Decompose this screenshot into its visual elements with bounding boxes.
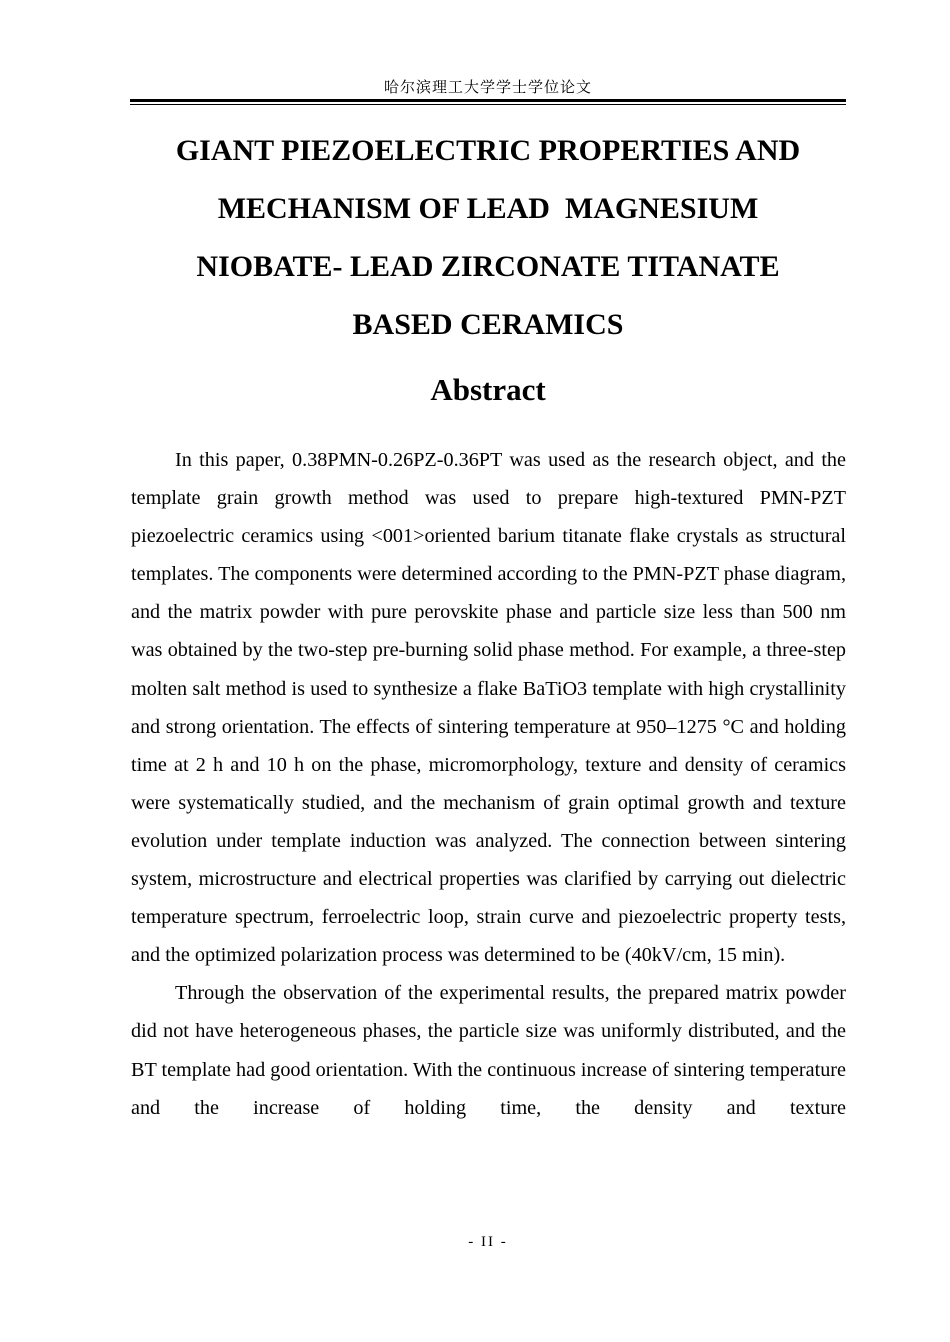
abstract-heading: Abstract xyxy=(430,372,546,407)
header-rule-thick xyxy=(130,99,846,102)
page-number: - II - xyxy=(468,1234,508,1250)
abstract-paragraph-2: Through the observation of the experimental results, the prepared matrix powder did not have heterogeneous phases, the particle size was uniformly distributed, and the BT template had good orientation. With the continuous increase of sintering temperature and the increase of holding time, the density and texture xyxy=(131,982,846,1119)
abstract-body xyxy=(131,441,846,1127)
title-line-3: NIOBATE- LEAD ZIRCONATE TITANATE xyxy=(196,250,780,283)
running-header: 哈尔滨理工大学学士学位论文 xyxy=(383,80,592,96)
thesis-title xyxy=(130,122,846,354)
title-line-4: BASED CERAMICS xyxy=(352,308,624,341)
header-rule-thin xyxy=(130,104,846,105)
abstract-paragraph-1: In this paper, 0.38PMN-0.26PZ-0.36PT was used as the research object, and the template grain growth method was used to prepare high-textured PMN-PZT piezoelectric ceramics using <001>oriented barium titanate flake crystals as structural templates. The components were determined according to the PMN-PZT phase diagram, and the matrix powder with pure perovskite phase and particle size less than 500 nm was obtained by the two-step pre-burning solid phase method. For example, a three-step molten salt method is used to synthesize a flake BaTiO3 template with high crystallinity and strong orientation. The effects of sintering temperature at 950–1275 °C and holding time at 2 h and 10 h on the phase, micromorphology, texture and density of ceramics were systematically studied, and the mechanism of grain optimal growth and texture evolution under template induction was analyzed. The connection between sintering system, microstructure and electrical properties was clarified by carrying out dielectric temperature spectrum, ferroelectric loop, strain curve and piezoelectric property tests, and the optimized polarization process was determined to be (40kV/cm, 15 min). xyxy=(131,449,846,967)
title-line-1: GIANT PIEZOELECTRIC PROPERTIES AND xyxy=(175,134,801,167)
title-line-2: MECHANISM OF LEAD MAGNESIUM xyxy=(217,192,759,225)
